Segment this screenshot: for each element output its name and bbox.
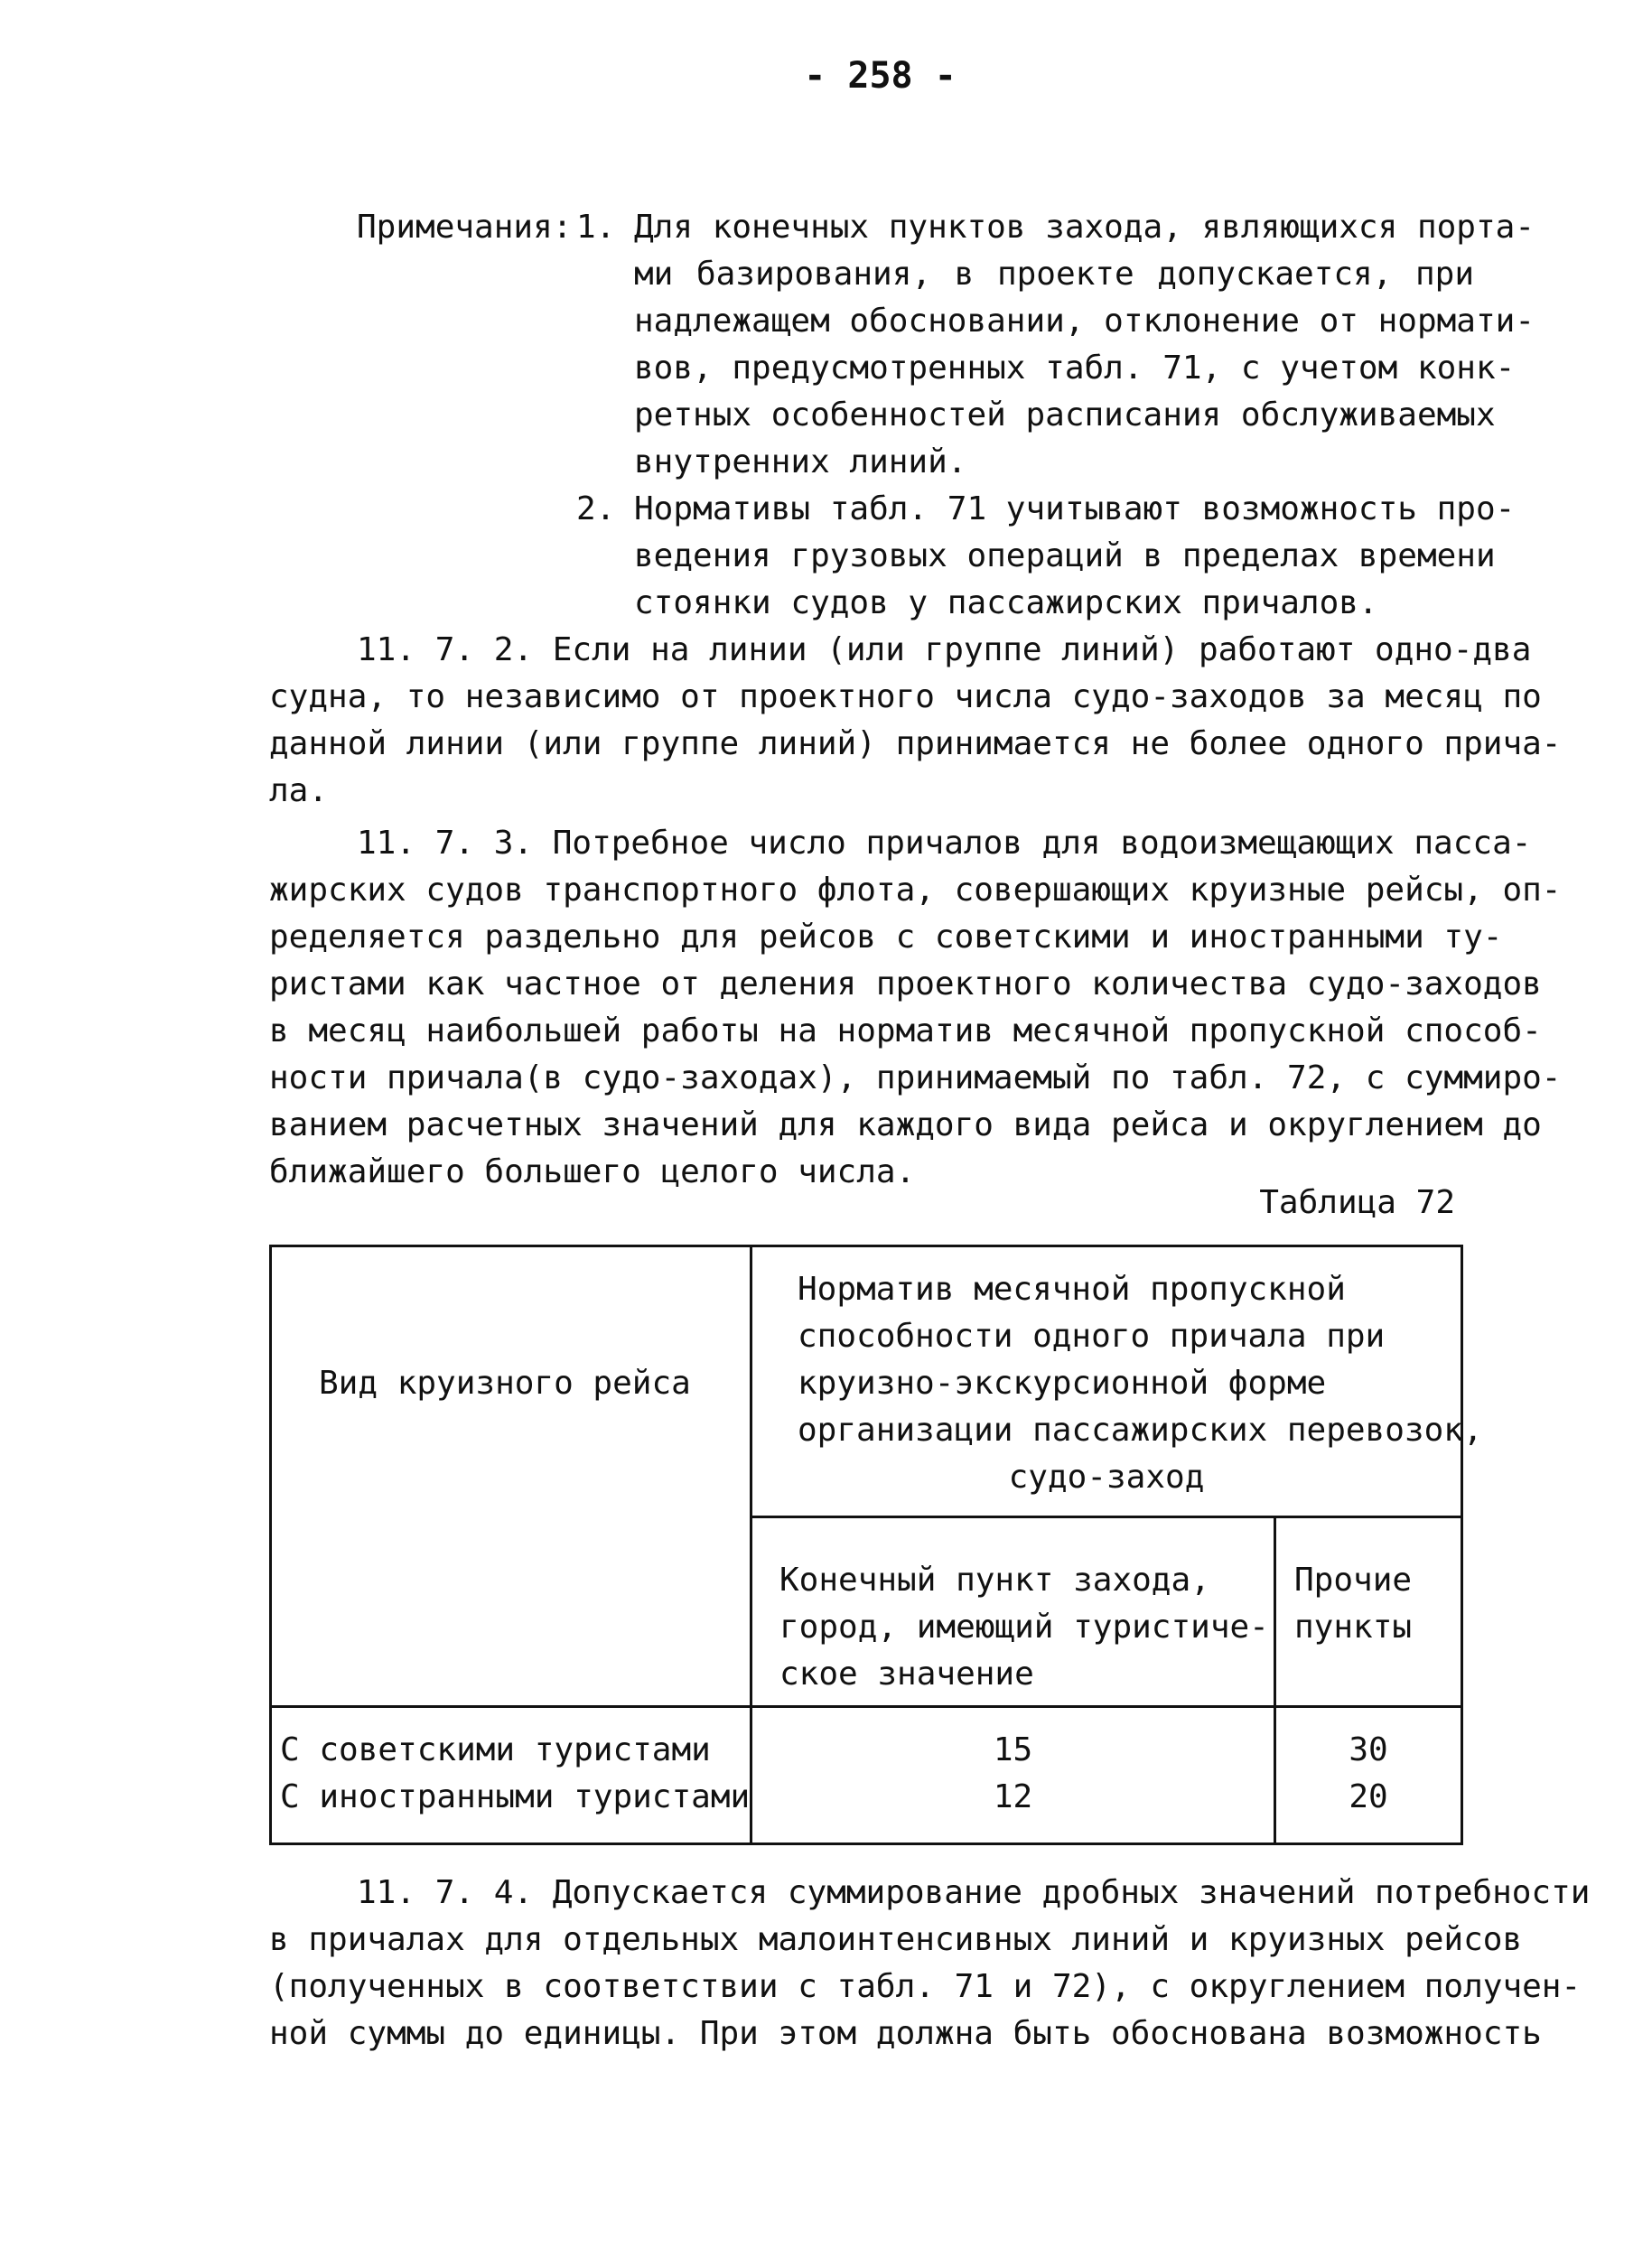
paragraph-line: жирских судов транспортного флота, совершающих круизные рейсы, оп- bbox=[269, 872, 1562, 909]
paragraph-line: судна, то независимо от проектного числа судо-заходов за месяц по bbox=[269, 678, 1542, 715]
cell-value-terminal: 12 bbox=[993, 1778, 1033, 1815]
paragraph-line: ванием расчетных значений для каждого вида рейса и округлением до bbox=[269, 1106, 1542, 1143]
row-label-soviet: С советскими туристами bbox=[280, 1731, 711, 1768]
subheader-terminal-line: ское значение bbox=[779, 1656, 1034, 1693]
paragraph-line: данной линии (или группе линий) принимается не более одного прича- bbox=[269, 725, 1562, 762]
paragraph-line: ной суммы до единицы. При этом должна быть обоснована возможность bbox=[269, 2015, 1542, 2052]
note-line: вов, предусмотренных табл. 71, с учетом конк- bbox=[634, 350, 1516, 387]
table-rule bbox=[269, 1843, 1463, 1845]
paragraph-line: в причалах для отдельных малоинтенсивных линий и круизных рейсов bbox=[269, 1921, 1523, 1958]
table-72 bbox=[269, 1245, 1483, 1845]
column-header-cruise-type: Вид круизного рейса bbox=[319, 1365, 691, 1402]
group-header-line: Норматив месячной пропускной bbox=[798, 1271, 1346, 1308]
paragraph-line: ла. bbox=[269, 772, 329, 809]
group-header-line: судо-заход bbox=[1008, 1459, 1205, 1496]
paragraph-line: 11. 7. 4. Допускается суммирование дробных значений потребности bbox=[357, 1874, 1591, 1911]
note-number: 2. bbox=[576, 490, 616, 527]
table-rule bbox=[750, 1516, 1463, 1518]
note-line: стоянки судов у пассажирских причалов. bbox=[634, 584, 1378, 621]
table-rule bbox=[269, 1245, 272, 1845]
table-caption: Таблица 72 bbox=[1259, 1184, 1455, 1221]
note-line: надлежащем обосновании, отклонение от нормати- bbox=[634, 303, 1535, 340]
subheader-terminal-line: Конечный пункт захода, bbox=[779, 1562, 1210, 1599]
note-line: Для конечных пунктов захода, являющихся порта- bbox=[634, 209, 1535, 246]
notes-label: Примечания: bbox=[357, 209, 573, 246]
paragraph-line: в месяц наибольшей работы на норматив месячной пропускной способ- bbox=[269, 1012, 1542, 1050]
note-line: ретных особенностей расписания обслуживаемых bbox=[634, 396, 1496, 434]
subheader-other-line: Прочие bbox=[1294, 1562, 1413, 1599]
note-line: ведения грузовых операций в пределах времени bbox=[634, 537, 1496, 574]
paragraph-line: ристами как частное от деления проектного количества судо-заходов bbox=[269, 966, 1542, 1003]
note-line: Нормативы табл. 71 учитывают возможность про- bbox=[634, 490, 1516, 527]
page-number: - 258 - bbox=[804, 55, 957, 97]
paragraph-line: ределяется раздельно для рейсов с советскими и иностранными ту- bbox=[269, 919, 1503, 956]
note-line: внутренних линий. bbox=[634, 443, 967, 480]
group-header-line: способности одного причала при bbox=[798, 1318, 1386, 1355]
cell-value-terminal: 15 bbox=[993, 1731, 1033, 1768]
subheader-other-line: пункты bbox=[1294, 1609, 1413, 1646]
table-rule bbox=[1461, 1245, 1463, 1845]
note-line: ми базирования, в проекте допускается, при bbox=[634, 256, 1474, 293]
group-header-line: круизно-экскурсионной форме bbox=[798, 1365, 1327, 1402]
paragraph-line: (полученных в соответствии с табл. 71 и 72), с округлением получен- bbox=[269, 1968, 1582, 2005]
subheader-terminal-line: город, имеющий туристиче- bbox=[779, 1609, 1269, 1646]
row-label-foreign: С иностранными туристами bbox=[280, 1778, 751, 1815]
paragraph-line: 11. 7. 2. Если на линии (или группе линий) работают одно-два bbox=[357, 631, 1532, 668]
paragraph-line: ближайшего большего целого числа. bbox=[269, 1153, 916, 1190]
table-rule bbox=[269, 1245, 1463, 1247]
cell-value-other: 20 bbox=[1349, 1778, 1388, 1815]
paragraph-line: 11. 7. 3. Потребное число причалов для водоизмещающих пасса- bbox=[357, 825, 1532, 862]
table-rule bbox=[269, 1705, 1463, 1708]
group-header-line: организации пассажирских перевозок, bbox=[798, 1412, 1483, 1449]
paragraph-line: ности причала(в судо-заходах), принимаемый по табл. 72, с суммиро- bbox=[269, 1059, 1562, 1096]
note-number: 1. bbox=[576, 209, 616, 246]
cell-value-other: 30 bbox=[1349, 1731, 1388, 1768]
